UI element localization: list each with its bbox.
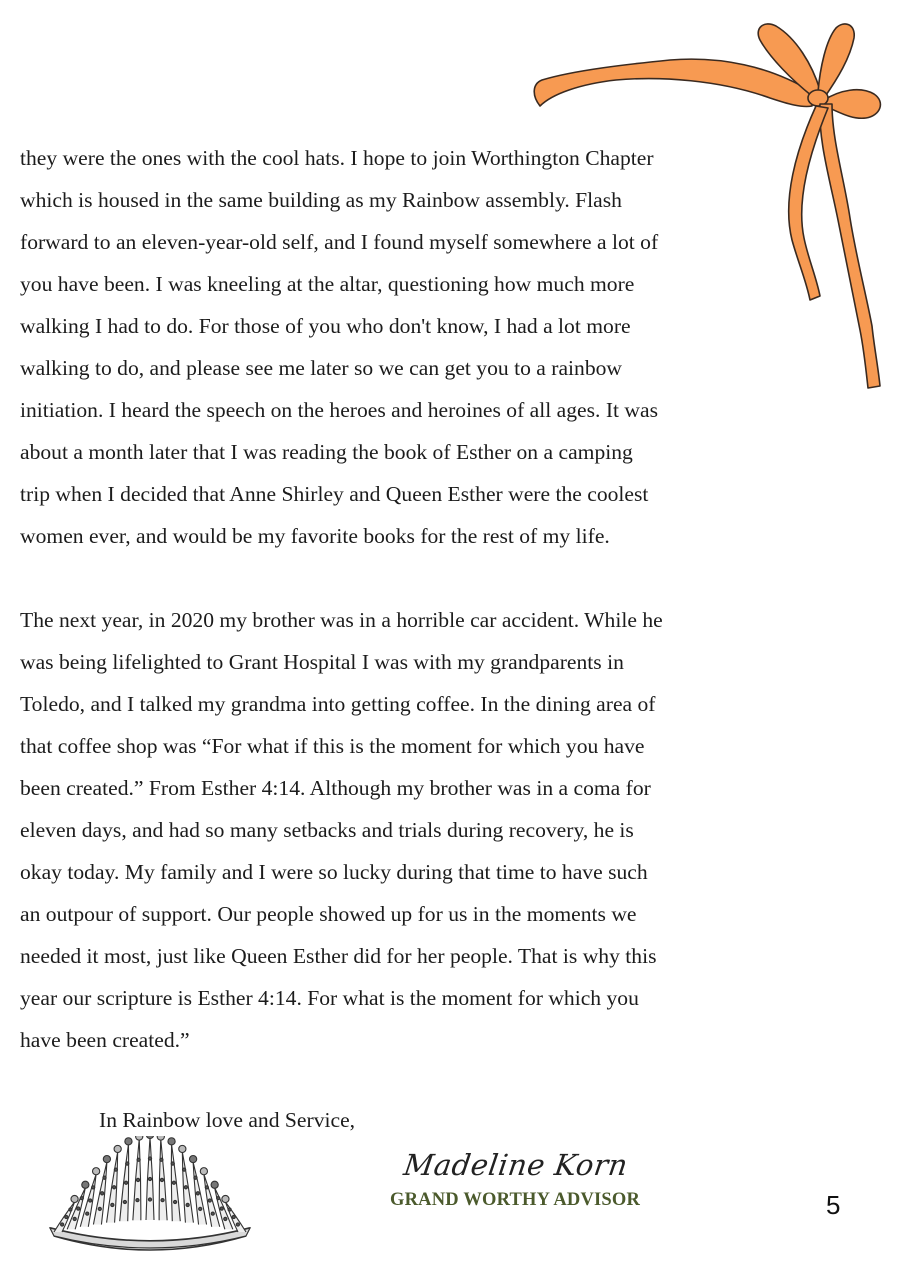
text-line: you have been. I was kneeling at the altar, questioning how much more (20, 272, 635, 296)
text-line: an outpour of support. Our people showed up for us in the moments we (20, 902, 637, 926)
text-line: The next year, in 2020 my brother was in a horrible car accident. While he (20, 608, 663, 632)
page-number: 5 (826, 1190, 841, 1220)
signature: Madeline Korn (401, 1148, 631, 1182)
text-line: walking I had to do. For those of you who don't know, I had a lot more (20, 314, 631, 338)
text-line: Toledo, and I talked my grandma into getting coffee. In the dining area of (20, 692, 656, 716)
text-line: initiation. I heard the speech on the heroes and heroines of all ages. It was (20, 398, 658, 422)
tiara-icon (44, 1136, 256, 1266)
text-line: forward to an eleven-year-old self, and I found myself somewhere a lot of (20, 230, 659, 254)
text-line: about a month later that I was reading the book of Esther on a camping (20, 440, 633, 464)
signer-title: GRAND WORTHY ADVISOR (390, 1190, 641, 1210)
paragraph-gap (20, 557, 810, 599)
text-line: been created.” From Esther 4:14. Although my brother was in a coma for (20, 776, 651, 800)
text-line: walking to do, and please see me later so we can get you to a rainbow (20, 356, 623, 380)
text-line: year our scripture is Esther 4:14. For what is the moment for which you (20, 986, 639, 1010)
letter-body (20, 137, 810, 1061)
text-line: was being lifelighted to Grant Hospital I was with my grandparents in (20, 650, 624, 674)
text-line: eleven days, and had so many setbacks and trials during recovery, he is (20, 818, 634, 842)
closing-line: In Rainbow love and Service, (99, 1108, 356, 1132)
text-line: okay today. My family and I were so lucky during that time to have such (20, 860, 648, 884)
text-line: have been created.” (20, 1028, 190, 1052)
text-line: that coffee shop was “For what if this is the moment for which you have (20, 734, 645, 758)
text-line: they were the ones with the cool hats. I hope to join Worthington Chapter (20, 146, 654, 170)
text-line: trip when I decided that Anne Shirley and Queen Esther were the coolest (20, 482, 649, 506)
text-line: which is housed in the same building as my Rainbow assembly. Flash (20, 188, 622, 212)
text-line: needed it most, just like Queen Esther did for her people. That is why this (20, 944, 657, 968)
text-line: women ever, and would be my favorite books for the rest of my life. (20, 524, 610, 548)
